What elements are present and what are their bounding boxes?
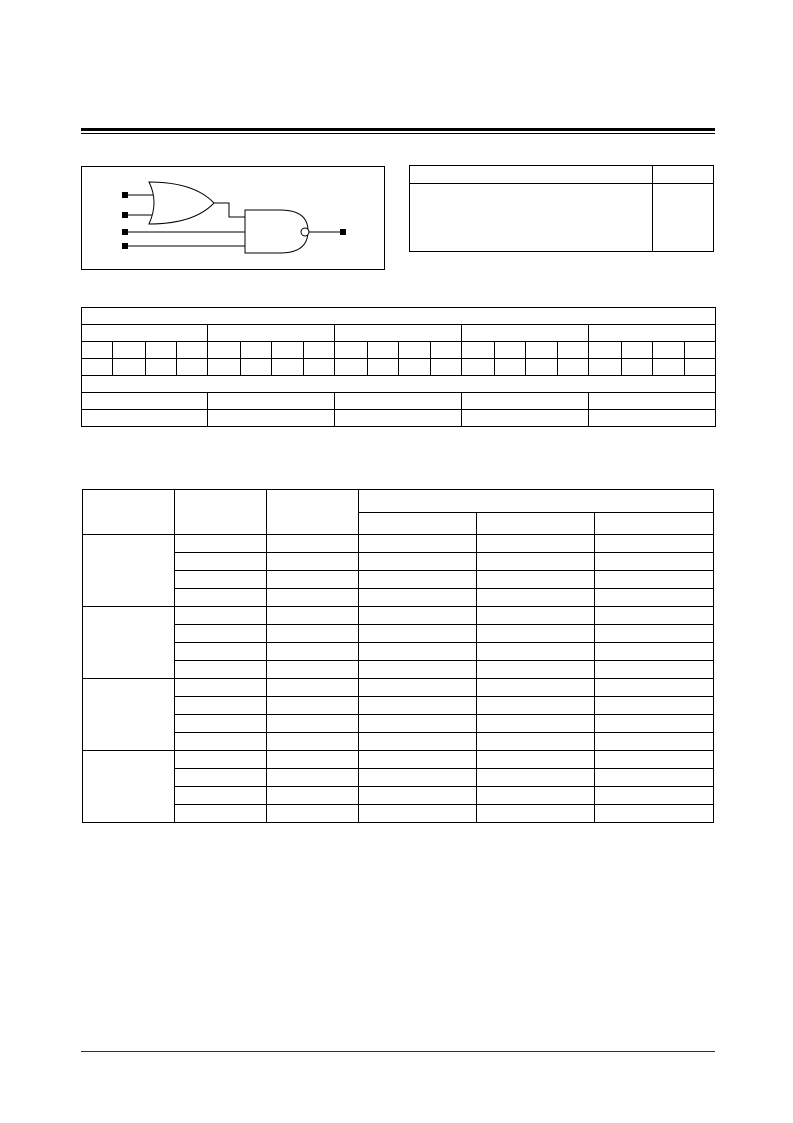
timing-cell — [595, 769, 714, 787]
value-cell — [241, 359, 272, 376]
pinout-table-title — [82, 308, 716, 325]
timing-cell — [595, 607, 714, 625]
timing-cell — [267, 733, 359, 751]
timing-cell — [595, 697, 714, 715]
pin-cell — [399, 342, 431, 359]
timing-cell — [359, 769, 477, 787]
timing-cell — [595, 535, 714, 553]
timing-cell — [359, 607, 477, 625]
timing-cell — [595, 553, 714, 571]
timing-row — [83, 535, 714, 553]
value-cell — [113, 359, 146, 376]
footer-rule — [81, 1051, 715, 1052]
summary-value — [335, 410, 462, 427]
value-cell — [462, 359, 495, 376]
timing-cell — [359, 643, 477, 661]
timing-cell — [477, 769, 595, 787]
timing-subhead — [595, 513, 714, 535]
timing-cell — [175, 679, 267, 697]
page-title — [81, 110, 715, 124]
timing-cell — [477, 571, 595, 589]
pin-cell — [241, 342, 272, 359]
value-cell — [622, 359, 653, 376]
timing-cell — [267, 589, 359, 607]
pin-cell — [685, 342, 716, 359]
timing-cell — [267, 553, 359, 571]
timing-cell — [267, 625, 359, 643]
timing-row — [83, 661, 714, 679]
timing-group-label — [83, 535, 175, 607]
timing-cell — [359, 571, 477, 589]
timing-row — [83, 697, 714, 715]
pin-cell — [304, 342, 335, 359]
timing-cell — [175, 697, 267, 715]
pin-cell — [113, 342, 146, 359]
timing-row — [83, 805, 714, 823]
pinout-group-header — [208, 325, 335, 342]
timing-cell — [359, 751, 477, 769]
timing-cell — [359, 787, 477, 805]
timing-cell — [595, 715, 714, 733]
timing-cell — [595, 787, 714, 805]
value-cell — [399, 359, 431, 376]
timing-cell — [595, 589, 714, 607]
timing-cell — [477, 607, 595, 625]
timing-head-group — [359, 490, 714, 513]
timing-cell — [477, 787, 595, 805]
value-cell — [335, 359, 368, 376]
timing-cell — [477, 679, 595, 697]
timing-cell — [175, 571, 267, 589]
timing-cell — [595, 625, 714, 643]
timing-row — [83, 733, 714, 751]
value-cell — [272, 359, 304, 376]
pinout-table — [81, 307, 716, 427]
pinout-group-header — [82, 325, 208, 342]
timing-subhead — [477, 513, 595, 535]
output-pin-y — [340, 229, 346, 235]
timing-cell — [359, 715, 477, 733]
timing-cell — [359, 679, 477, 697]
summary-value — [589, 410, 716, 427]
timing-cell — [175, 715, 267, 733]
summary-value — [208, 410, 335, 427]
pin-cell — [272, 342, 304, 359]
timing-row — [83, 787, 714, 805]
timing-cell — [595, 805, 714, 823]
timing-cell — [477, 643, 595, 661]
timing-cell — [359, 733, 477, 751]
timing-row — [83, 715, 714, 733]
description-column-divider — [652, 166, 653, 251]
description-header-divider — [410, 183, 713, 184]
pin-cell — [526, 342, 558, 359]
timing-cell — [267, 805, 359, 823]
value-cell — [431, 359, 462, 376]
logic-symbol-box — [81, 166, 385, 270]
value-cell — [653, 359, 685, 376]
timing-head-c2 — [175, 490, 267, 535]
value-cell — [589, 359, 622, 376]
pin-cell — [368, 342, 399, 359]
timing-cell — [267, 679, 359, 697]
timing-cell — [267, 715, 359, 733]
timing-cell — [477, 535, 595, 553]
timing-cell — [175, 589, 267, 607]
timing-cell — [595, 751, 714, 769]
pinout-group-header — [335, 325, 462, 342]
timing-cell — [267, 535, 359, 553]
timing-cell — [477, 715, 595, 733]
timing-cell — [359, 553, 477, 571]
header-rule-thin — [81, 133, 715, 134]
timing-cell — [477, 589, 595, 607]
summary-value — [82, 410, 208, 427]
timing-cell — [477, 625, 595, 643]
timing-subhead — [359, 513, 477, 535]
timing-cell — [359, 697, 477, 715]
timing-row — [83, 553, 714, 571]
timing-cell — [175, 751, 267, 769]
timing-row — [83, 607, 714, 625]
pinout-group-header — [462, 325, 589, 342]
timing-group-label — [83, 679, 175, 751]
value-cell — [495, 359, 526, 376]
timing-row — [83, 769, 714, 787]
timing-cell — [595, 679, 714, 697]
pinout-note — [82, 376, 716, 393]
pin-cell — [653, 342, 685, 359]
timing-cell — [595, 661, 714, 679]
timing-cell — [267, 697, 359, 715]
timing-cell — [175, 769, 267, 787]
timing-cell — [359, 535, 477, 553]
timing-cell — [175, 805, 267, 823]
timing-cell — [359, 805, 477, 823]
timing-group-label — [83, 751, 175, 823]
timing-cell — [175, 643, 267, 661]
timing-cell — [267, 643, 359, 661]
timing-cell — [359, 589, 477, 607]
summary-header — [208, 393, 335, 410]
summary-value — [462, 410, 589, 427]
summary-header — [335, 393, 462, 410]
footer-text — [81, 1056, 715, 1070]
timing-cell — [595, 733, 714, 751]
input-pin-a — [122, 192, 128, 198]
timing-group-label — [83, 607, 175, 679]
summary-header — [462, 393, 589, 410]
input-pin-b — [122, 212, 128, 218]
pin-cell — [558, 342, 589, 359]
timing-cell — [477, 805, 595, 823]
pin-cell — [495, 342, 526, 359]
value-cell — [685, 359, 716, 376]
value-cell — [208, 359, 241, 376]
timing-cell — [477, 697, 595, 715]
timing-cell — [477, 661, 595, 679]
timing-cell — [267, 769, 359, 787]
description-table — [409, 165, 714, 252]
pin-cell — [82, 342, 113, 359]
input-pin-c — [122, 229, 128, 235]
pin-cell — [462, 342, 495, 359]
timing-cell — [595, 571, 714, 589]
timing-cell — [267, 571, 359, 589]
value-cell — [368, 359, 399, 376]
timing-row — [83, 679, 714, 697]
timing-cell — [359, 661, 477, 679]
input-pin-d — [122, 243, 128, 249]
pin-cell — [146, 342, 177, 359]
timing-cell — [477, 553, 595, 571]
timing-cell — [175, 607, 267, 625]
timing-cell — [267, 661, 359, 679]
timing-cell — [477, 733, 595, 751]
timing-head-c1 — [83, 490, 175, 535]
timing-cell — [595, 643, 714, 661]
timing-cell — [175, 661, 267, 679]
pin-cell — [589, 342, 622, 359]
timing-cell — [175, 553, 267, 571]
value-cell — [526, 359, 558, 376]
pin-cell — [177, 342, 208, 359]
value-cell — [82, 359, 113, 376]
timing-cell — [267, 751, 359, 769]
timing-cell — [175, 733, 267, 751]
pin-cell — [208, 342, 241, 359]
timing-table — [82, 489, 714, 823]
value-cell — [558, 359, 589, 376]
pin-cell — [622, 342, 653, 359]
or-nand-gate-diagram — [82, 167, 386, 271]
pin-cell — [335, 342, 368, 359]
timing-cell — [175, 535, 267, 553]
summary-header — [82, 393, 208, 410]
value-cell — [146, 359, 177, 376]
timing-cell — [477, 751, 595, 769]
timing-row — [83, 643, 714, 661]
timing-head-c3 — [267, 490, 359, 535]
pinout-group-header — [589, 325, 716, 342]
timing-cell — [359, 625, 477, 643]
timing-cell — [267, 607, 359, 625]
summary-header — [589, 393, 716, 410]
timing-cell — [175, 625, 267, 643]
timing-cell — [175, 787, 267, 805]
timing-row — [83, 751, 714, 769]
timing-cell — [267, 787, 359, 805]
timing-row — [83, 589, 714, 607]
timing-row — [83, 571, 714, 589]
pin-cell — [431, 342, 462, 359]
value-cell — [177, 359, 208, 376]
timing-row — [83, 625, 714, 643]
value-cell — [304, 359, 335, 376]
header-rule-thick — [81, 128, 715, 131]
